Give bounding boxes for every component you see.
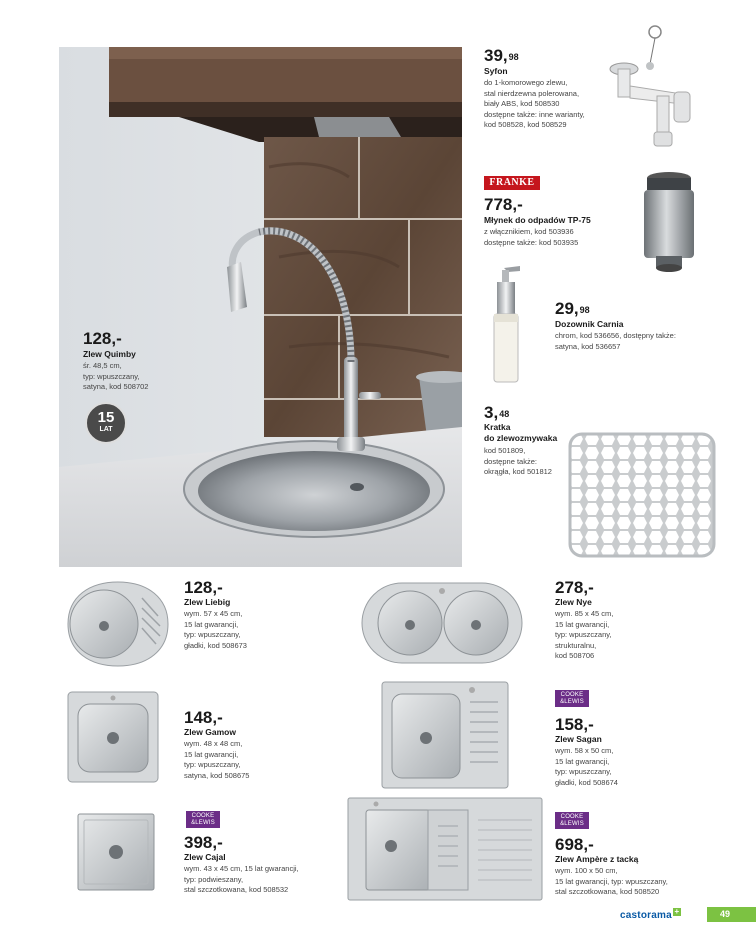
castorama-plus-icon: + bbox=[674, 907, 680, 916]
dozownik-name: Dozownik Carnia bbox=[555, 319, 624, 329]
gamow-name: Zlew Gamow bbox=[184, 727, 236, 737]
nye-name: Zlew Nye bbox=[555, 597, 592, 607]
ampere-desc: wym. 100 x 50 cm, 15 lat gwarancji, typ: wpuszczany, stal szczotkowana, kod 508520 bbox=[555, 866, 668, 896]
hero-kitchen-illustration bbox=[59, 47, 462, 567]
gamow-price: 148,- bbox=[184, 708, 223, 727]
page-number: 49 bbox=[720, 909, 731, 919]
syfon-price: 39,98 bbox=[484, 46, 519, 65]
liebig-name: Zlew Liebig bbox=[184, 597, 231, 607]
gamow-desc: wym. 48 x 48 cm, 15 lat gwarancji, typ: wpuszczany, satyna, kod 508675 bbox=[184, 739, 250, 780]
liebig-price: 128,- bbox=[184, 578, 223, 597]
hero-photo bbox=[59, 47, 462, 567]
sagan-name: Zlew Sagan bbox=[555, 734, 602, 744]
badge-number: 15 bbox=[97, 409, 115, 426]
syfon-desc: do 1-komorowego zlewu, stal nierdzewna polerowana, biały ABS, kod 508530 dostępne także: inne warianty, kod 508528, kod 508529 bbox=[484, 78, 585, 129]
nye-price: 278,- bbox=[555, 578, 594, 597]
warranty-15-years-badge bbox=[85, 402, 127, 444]
footer-brand bbox=[620, 908, 681, 922]
kratka-name: Kratka do zlewozmywaka bbox=[484, 422, 558, 443]
badge-unit: LAT bbox=[99, 426, 113, 433]
cajal-sink-image bbox=[76, 812, 156, 892]
ampere-cooke-lewis-logo: COOKE &LEWIS bbox=[555, 812, 589, 829]
dozownik-price: 29,98 bbox=[555, 299, 590, 318]
kratka-grid-image bbox=[568, 432, 716, 558]
liebig-desc: wym. 57 x 45 cm, 15 lat gwarancji, typ: wpuszczany, gładki, kod 508673 bbox=[184, 609, 247, 650]
cajal-price: 398,- bbox=[184, 833, 223, 852]
page-number-tab bbox=[707, 907, 756, 922]
sagan-cooke-lewis-logo: COOKE &LEWIS bbox=[555, 690, 589, 707]
dozownik-image bbox=[486, 262, 526, 388]
mlynek-image bbox=[638, 168, 700, 276]
cajal-cooke-lewis-logo: COOKE &LEWIS bbox=[186, 811, 220, 828]
mlynek-name: Młynek do odpadów TP-75 bbox=[484, 215, 591, 225]
kratka-price: 3,48 bbox=[484, 403, 510, 422]
cajal-name: Zlew Cajal bbox=[184, 852, 226, 862]
hero-product-desc: śr. 48,5 cm, typ: wpuszczany, satyna, kod 508702 bbox=[83, 361, 149, 391]
nye-sink-image bbox=[360, 581, 524, 665]
kratka-desc: kod 501809, dostępne także: okrągła, kod 501812 bbox=[484, 446, 552, 476]
ampere-sink-image bbox=[346, 796, 544, 902]
castorama-logo: castorama bbox=[620, 909, 672, 921]
syfon-name: Syfon bbox=[484, 66, 508, 76]
hero-product-name: Zlew Quimby bbox=[83, 349, 136, 359]
hero-price: 128,- bbox=[83, 329, 122, 348]
ampere-price: 698,- bbox=[555, 835, 594, 854]
gamow-sink-image bbox=[66, 690, 160, 784]
franke-brand-logo: FRANKE bbox=[484, 176, 540, 190]
dozownik-desc: chrom, kod 536656, dostępny także: satyna, kod 536657 bbox=[555, 331, 676, 351]
mlynek-desc: z włącznikiem, kod 503936 dostępne także: kod 503935 bbox=[484, 227, 579, 247]
ampere-name: Zlew Ampère z tacką bbox=[555, 854, 639, 864]
syfon-image bbox=[602, 24, 702, 152]
mlynek-price: 778,- bbox=[484, 195, 523, 214]
sagan-sink-image bbox=[380, 680, 510, 790]
sagan-price: 158,- bbox=[555, 715, 594, 734]
sagan-desc: wym. 58 x 50 cm, 15 lat gwarancji, typ: wpuszczany, gładki, kod 508674 bbox=[555, 746, 618, 787]
cajal-desc: wym. 43 x 45 cm, 15 lat gwarancji, typ: podwieszany, stal szczotkowana, kod 508532 bbox=[184, 864, 299, 894]
liebig-sink-image bbox=[60, 578, 172, 670]
nye-desc: wym. 85 x 45 cm, 15 lat gwarancji, typ: wpuszczany, strukturalnu, kod 508706 bbox=[555, 609, 614, 660]
